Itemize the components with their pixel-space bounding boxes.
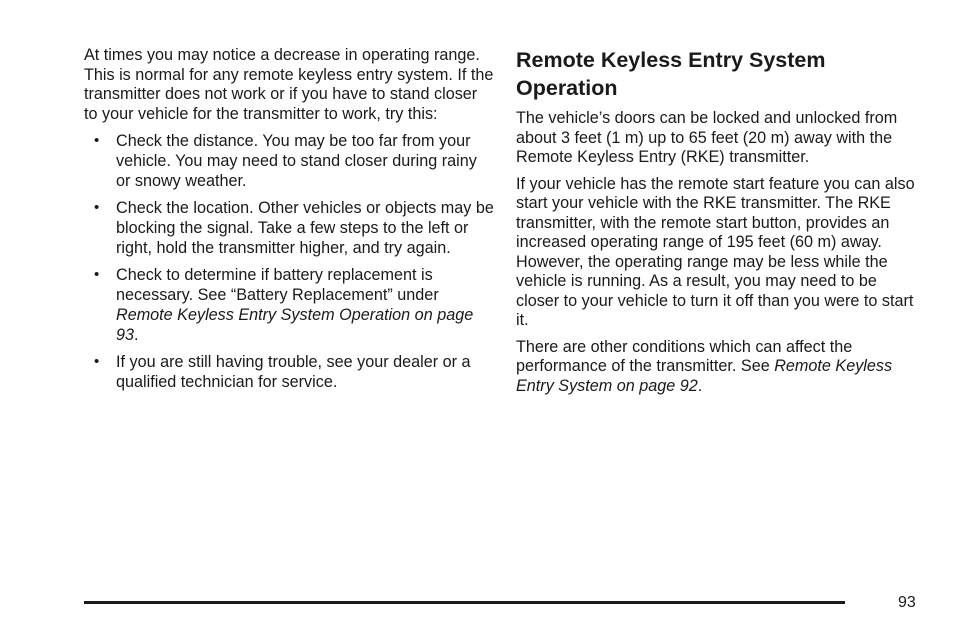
cross-reference-link[interactable]: Remote Keyless Entry System Operation on page 93	[116, 306, 474, 344]
bullet-icon: •	[94, 132, 100, 149]
list-item	[84, 131, 494, 191]
page-number: 93	[898, 594, 916, 611]
bullet-icon: •	[94, 353, 100, 370]
section-heading: Remote Keyless Entry System Operation	[516, 48, 826, 100]
body-paragraph: The vehicle’s doors can be locked and unlocked from about 3 feet (1 m) up to 65 feet (20 m) away with the Remote Keyless Entry (RKE) transmitter.	[516, 109, 898, 166]
intro-paragraph: At times you may notice a decrease in operating range. This is normal for any remote keyless entry system. If the transmitter does not work or if you have to stand closer to your vehicle for the transmitter to work, try this:	[84, 46, 494, 123]
list-item-text: If you are still having trouble, see your dealer or a qualified technician for service.	[116, 353, 471, 391]
cross-reference-link[interactable]: Remote Keyless Entry System on page 92	[516, 357, 893, 395]
list-item	[84, 198, 494, 258]
troubleshooting-list	[84, 131, 494, 392]
right-column	[516, 46, 916, 403]
body-paragraph: If your vehicle has the remote start feature you can also start your vehicle with the RKE transmitter. The RKE transmitter, with the remote start button, provides an increased operating range of 195 feet (60 m) away. However, the operating range may be less while the vehicle is running. As a result, you may need to be closer to your vehicle to turn it off than you were to start it.	[516, 174, 915, 329]
paragraph-text: There are other conditions which can affect the performance of the transmitter. See	[516, 337, 853, 375]
list-item	[84, 352, 494, 392]
list-item	[84, 265, 494, 345]
list-item-text: Check the location. Other vehicles or objects may be blocking the signal. Take a few steps to the left or right, hold the transmitter higher, and try again.	[116, 199, 494, 257]
list-item-text: Check to determine if battery replacement is necessary. See “Battery Replacement” under	[116, 266, 439, 304]
footer-rule	[84, 601, 845, 604]
paragraph-tail: .	[697, 376, 703, 395]
list-item-tail: .	[134, 326, 139, 344]
bullet-icon: •	[94, 199, 100, 216]
body-paragraph	[516, 338, 916, 397]
left-column	[84, 46, 494, 399]
list-item-text: Check the distance. You may be too far from your vehicle. You may need to stand closer during rainy or snowy weather.	[116, 132, 477, 190]
bullet-icon: •	[94, 266, 100, 283]
